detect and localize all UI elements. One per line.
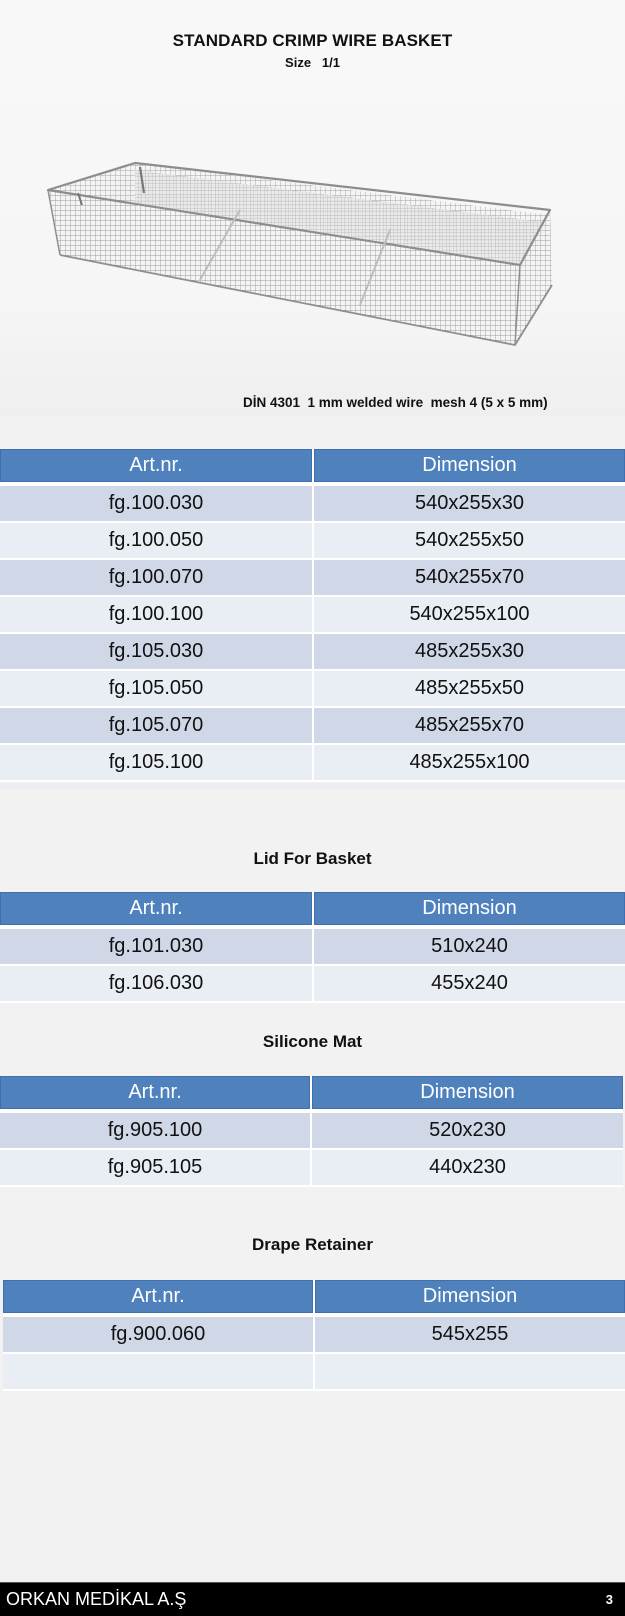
table-header-row bbox=[0, 1076, 623, 1113]
basket-table bbox=[0, 449, 625, 782]
column-header-dimension: Dimension bbox=[312, 1076, 623, 1113]
lid-table bbox=[0, 892, 625, 1003]
table-row bbox=[0, 597, 625, 634]
column-header-dimension: Dimension bbox=[315, 1280, 625, 1317]
column-header-dimension: Dimension bbox=[314, 449, 625, 486]
product-size: Size 1/1 bbox=[285, 55, 340, 70]
section-title-silicone-mat: Silicone Mat bbox=[262, 1032, 363, 1051]
dimension-cell: 485x255x70 bbox=[314, 708, 625, 745]
dimension-cell: 520x230 bbox=[312, 1113, 623, 1150]
dimension-cell: 545x255 bbox=[315, 1317, 625, 1354]
art-nr-cell: fg.905.105 bbox=[0, 1150, 312, 1187]
table-row-empty bbox=[3, 1354, 625, 1391]
table-row bbox=[0, 560, 625, 597]
table-header-row bbox=[0, 449, 625, 486]
footer-bar bbox=[0, 1582, 625, 1616]
column-header-art-nr: Art.nr. bbox=[0, 892, 314, 929]
dimension-cell bbox=[315, 1354, 625, 1391]
silicone-mat-table bbox=[0, 1076, 623, 1187]
table-header-row bbox=[3, 1280, 625, 1317]
table-row bbox=[0, 966, 625, 1003]
column-header-art-nr: Art.nr. bbox=[0, 449, 314, 486]
table-row bbox=[0, 1150, 623, 1187]
product-title: STANDARD CRIMP WIRE BASKET bbox=[172, 31, 453, 50]
table-row bbox=[0, 929, 625, 966]
dimension-cell: 485x255x30 bbox=[314, 634, 625, 671]
art-nr-cell: fg.100.030 bbox=[0, 486, 314, 523]
art-nr-cell: fg.106.030 bbox=[0, 966, 314, 1003]
table-row bbox=[0, 671, 625, 708]
table-row bbox=[0, 523, 625, 560]
art-nr-cell: fg.105.070 bbox=[0, 708, 314, 745]
art-nr-cell: fg.101.030 bbox=[0, 929, 314, 966]
page-number: 3 bbox=[605, 1592, 613, 1607]
column-header-art-nr: Art.nr. bbox=[3, 1280, 315, 1317]
product-hero bbox=[0, 0, 625, 416]
dimension-cell: 485x255x100 bbox=[314, 745, 625, 782]
column-header-art-nr: Art.nr. bbox=[0, 1076, 312, 1113]
table-row bbox=[3, 1317, 625, 1354]
dimension-cell: 540x255x70 bbox=[314, 560, 625, 597]
drape-retainer-table bbox=[3, 1280, 625, 1391]
dimension-cell: 440x230 bbox=[312, 1150, 623, 1187]
art-nr-cell: fg.105.050 bbox=[0, 671, 314, 708]
art-nr-cell: fg.905.100 bbox=[0, 1113, 312, 1150]
dimension-cell: 540x255x50 bbox=[314, 523, 625, 560]
table-bottom-strip bbox=[0, 783, 625, 789]
art-nr-cell: fg.900.060 bbox=[3, 1317, 315, 1354]
table-row bbox=[0, 708, 625, 745]
company-name: ORKAN MEDİKAL A.Ş bbox=[6, 1589, 187, 1609]
art-nr-cell: fg.100.050 bbox=[0, 523, 314, 560]
art-nr-cell: fg.100.070 bbox=[0, 560, 314, 597]
table-row bbox=[0, 486, 625, 523]
material-specification: DİN 4301 1 mm welded wire mesh 4 (5 x 5 mm) bbox=[243, 395, 548, 410]
table-row bbox=[0, 1113, 623, 1150]
basket-photo bbox=[40, 145, 580, 360]
table-header-row bbox=[0, 892, 625, 929]
section-title-drape-retainer: Drape Retainer bbox=[252, 1235, 373, 1254]
art-nr-cell: fg.105.100 bbox=[0, 745, 314, 782]
art-nr-cell bbox=[3, 1354, 315, 1391]
art-nr-cell: fg.100.100 bbox=[0, 597, 314, 634]
art-nr-cell: fg.105.030 bbox=[0, 634, 314, 671]
table-row bbox=[0, 745, 625, 782]
dimension-cell: 540x255x100 bbox=[314, 597, 625, 634]
dimension-cell: 485x255x50 bbox=[314, 671, 625, 708]
dimension-cell: 455x240 bbox=[314, 966, 625, 1003]
section-title-lid: Lid For Basket bbox=[253, 849, 372, 868]
column-header-dimension: Dimension bbox=[314, 892, 625, 929]
dimension-cell: 540x255x30 bbox=[314, 486, 625, 523]
dimension-cell: 510x240 bbox=[314, 929, 625, 966]
table-row bbox=[0, 634, 625, 671]
